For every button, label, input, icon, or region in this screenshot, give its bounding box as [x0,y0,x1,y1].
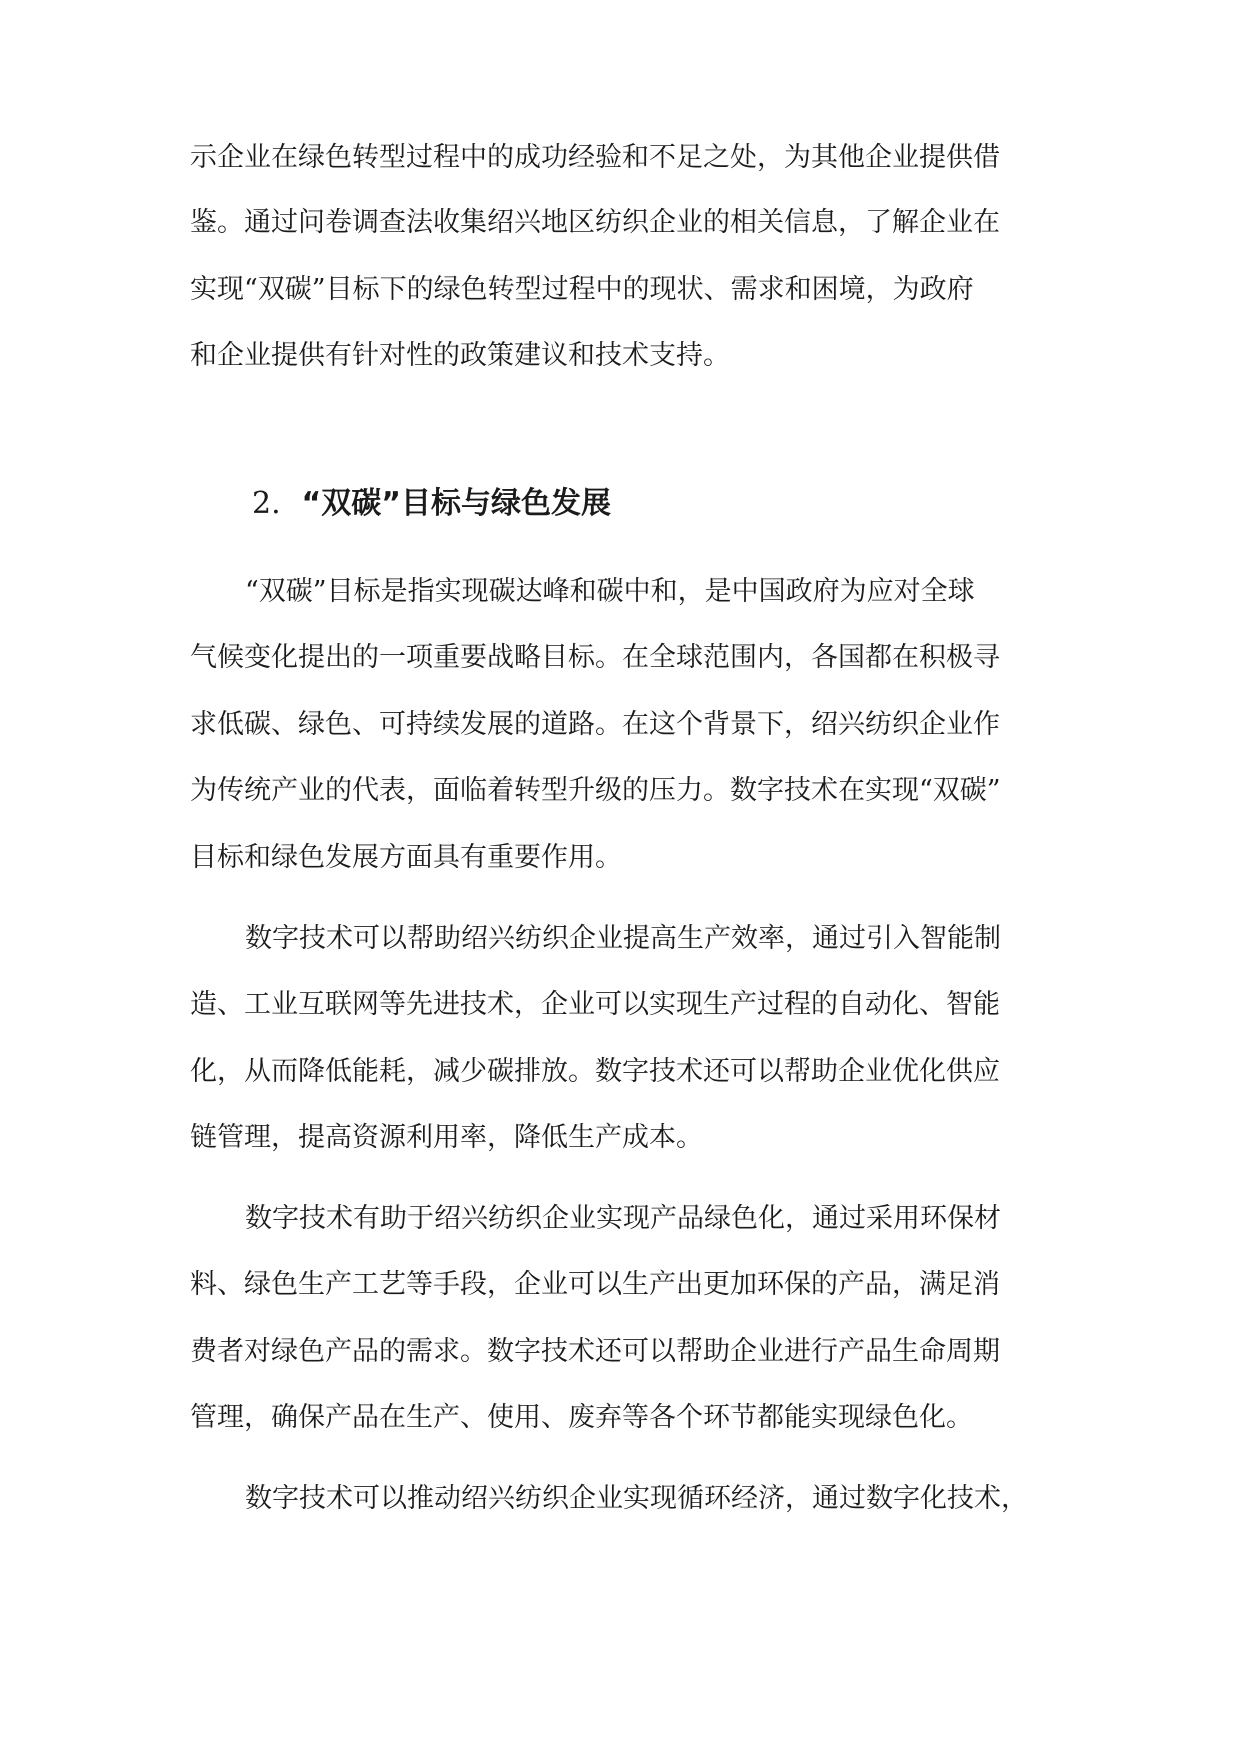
intro-line-3: 实现“双碳”目标下的绿色转型过程中的现状、需求和困境，为政府 [190,274,974,305]
p3-line-4: 管理，确保产品在生产、使用、废弃等各个环节都能实现绿色化。 [190,1402,973,1433]
intro-line-1: 示企业在绿色转型过程中的成功经验和不足之处，为其他企业提供借 [190,142,1000,173]
p2-line-2: 造、工业互联网等先进技术，企业可以实现生产过程的自动化、智能 [190,989,1000,1020]
p1-line-2: 气候变化提出的一项重要战略目标。在全球范围内，各国都在积极寻 [190,642,1000,673]
p2-line-3: 化，从而降低能耗，减少碳排放。数字技术还可以帮助企业优化供应 [190,1056,1000,1087]
p3-line-1: 数字技术有助于绍兴纺织企业实现产品绿色化，通过采用环保材 [245,1203,1001,1234]
p4-line-1: 数字技术可以推动绍兴纺织企业实现循环经济，通过数字化技术， [245,1483,1028,1514]
section-number: 2. [252,486,281,521]
p1-line-4: 为传统产业的代表，面临着转型升级的压力。数字技术在实现“双碳” [190,775,1001,806]
p3-line-2: 料、绿色生产工艺等手段，企业可以生产出更加环保的产品，满足消 [190,1269,1000,1300]
p1-line-1: “双碳”目标是指实现碳达峰和碳中和，是中国政府为应对全球 [245,576,975,607]
section-title: “双碳”目标与绿色发展 [301,486,611,521]
p1-line-5: 目标和绿色发展方面具有重要作用。 [190,842,622,873]
p2-line-4: 链管理，提高资源利用率，降低生产成本。 [190,1122,703,1153]
intro-line-4: 和企业提供有针对性的政策建议和技术支持。 [190,340,730,371]
p2-line-1: 数字技术可以帮助绍兴纺织企业提高生产效率，通过引入智能制 [245,923,1001,954]
p1-line-3: 求低碳、绿色、可持续发展的道路。在这个背景下，绍兴纺织企业作 [190,709,1000,740]
section-heading [252,486,1241,522]
intro-line-2: 鉴。通过问卷调查法收集绍兴地区纺织企业的相关信息，了解企业在 [190,207,1000,238]
p3-line-3: 费者对绿色产品的需求。数字技术还可以帮助企业进行产品生命周期 [190,1336,1000,1367]
